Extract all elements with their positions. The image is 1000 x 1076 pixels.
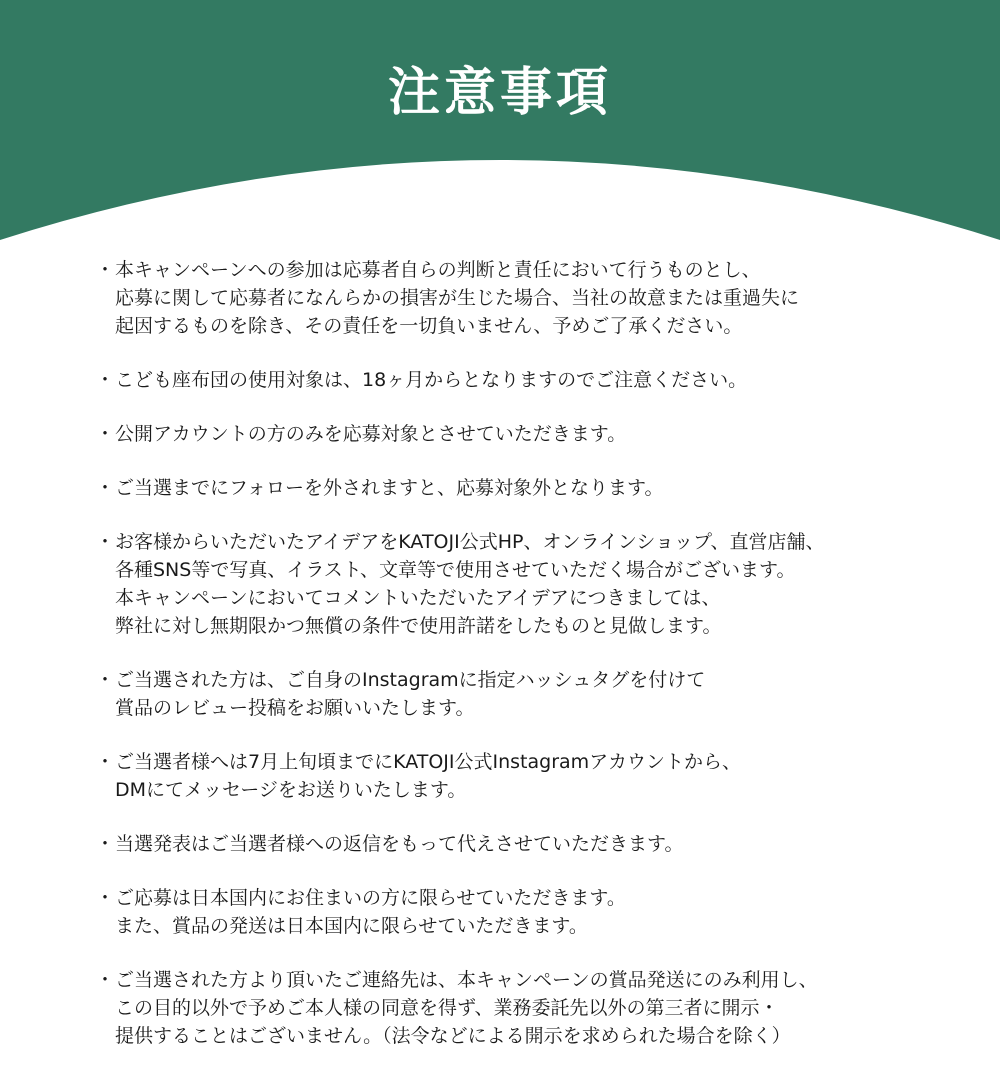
bullet-icon: ・ <box>95 259 115 281</box>
bullet-icon: ・ <box>95 751 115 773</box>
note-line: ご応募は日本国内にお住まいの方に限らせていただきます。 <box>115 887 626 909</box>
note-line: 公開アカウントの方のみを応募対象とさせていただきます。 <box>115 423 627 445</box>
note-line: 応募に関して応募者になんらかの損害が生じた場合、当社の故意または重過失に <box>115 287 800 309</box>
note-text <box>115 256 975 340</box>
note-text <box>115 366 975 394</box>
note-line: ご当選までにフォローを外されますと、応募対象外となります。 <box>115 477 664 499</box>
bullet-icon: ・ <box>95 369 115 391</box>
note-line: この目的以外で予めご本人様の同意を得ず、業務委託先以外の第三者に開示・ <box>115 997 779 1019</box>
note-text <box>115 420 975 448</box>
note-line: DMにてメッセージをお送りいたします。 <box>115 779 467 801</box>
bullet-icon: ・ <box>95 477 115 499</box>
note-line: 提供することはございません。（法令などによる開示を求められた場合を除く） <box>115 1025 791 1047</box>
note-item <box>95 884 975 940</box>
note-line: 起因するものを除き、その責任を一切負いません、予めご了承ください。 <box>115 315 743 337</box>
bullet-icon: ・ <box>95 669 115 691</box>
notes-list <box>95 256 975 1076</box>
note-item <box>95 748 975 804</box>
bullet-icon: ・ <box>95 531 115 553</box>
note-text <box>115 666 975 722</box>
note-text <box>115 748 975 804</box>
page-title: 注意事項 <box>387 63 612 123</box>
note-item <box>95 966 975 1050</box>
note-line: 弊社に対し無期限かつ無償の条件で使用許諾をしたものと見做します。 <box>115 615 722 637</box>
note-item <box>95 666 975 722</box>
note-line: 当選発表はご当選者様への返信をもって代えさせていただきます。 <box>115 833 684 855</box>
note-line: 本キャンペーンにおいてコメントいただいたアイデアにつきましては、 <box>115 587 721 609</box>
header-banner <box>0 0 1000 250</box>
bullet-icon: ・ <box>95 887 115 909</box>
note-text <box>115 474 975 502</box>
bullet-icon: ・ <box>95 423 115 445</box>
note-line: ご当選者様へは7月上旬頃までにKATOJI公式Instagramアカウントから、 <box>115 751 741 773</box>
note-line: ご当選された方より頂いたご連絡先は、本キャンペーンの賞品発送にのみ利用し、 <box>115 969 818 991</box>
note-text <box>115 884 975 940</box>
note-text <box>115 830 975 858</box>
note-item <box>95 474 975 502</box>
note-text <box>115 528 975 640</box>
note-item <box>95 420 975 448</box>
note-line: 本キャンペーンへの参加は応募者自らの判断と責任において行うものとし、 <box>115 259 761 281</box>
note-text <box>115 966 975 1050</box>
note-line: お客様からいただいたアイデアをKATOJI公式HP、オンラインショップ、直営店舗、 <box>115 531 825 553</box>
note-line: こども座布団の使用対象は、18ヶ月からとなりますのでご注意ください。 <box>115 369 748 391</box>
note-line: 賞品のレビュー投稿をお願いいたします。 <box>115 697 475 719</box>
note-item <box>95 366 975 394</box>
note-item <box>95 528 975 640</box>
note-line: 各種SNS等で写真、イラスト、文章等で使用させていただく場合がございます。 <box>115 559 796 581</box>
note-item <box>95 830 975 858</box>
note-line: また、賞品の発送は日本国内に限らせていただきます。 <box>115 915 588 937</box>
note-item <box>95 256 975 340</box>
bullet-icon: ・ <box>95 969 115 991</box>
note-line: ご当選された方は、ご自身のInstagramに指定ハッシュタグを付けて <box>115 669 706 691</box>
bullet-icon: ・ <box>95 833 115 855</box>
